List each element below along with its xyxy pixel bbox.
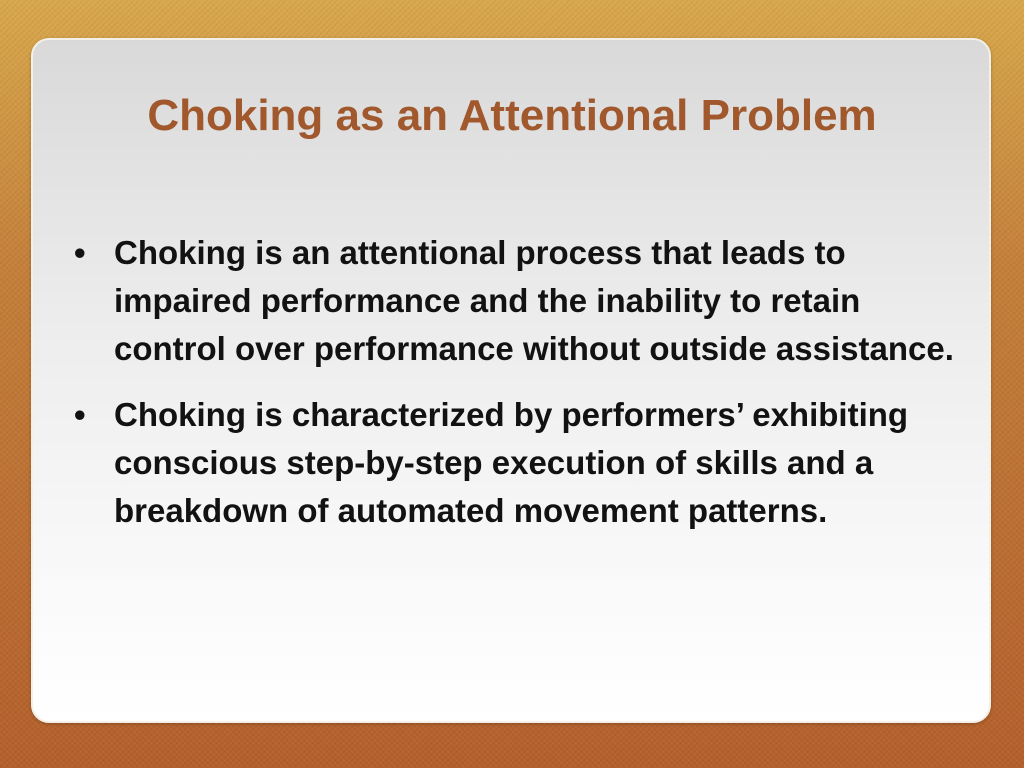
bullet-text: Choking is characterized by performers’ exhibiting conscious step-by-step execution of skills and a breakdown of automated movement patterns. [114,396,909,529]
bullet-marker: • [74,396,86,433]
bullet-list [72,229,972,553]
bullet-item [72,229,972,373]
slide-title: Choking as an Attentional Problem [147,91,877,140]
bullet-text: Choking is an attentional process that leads to impaired performance and the inability to retain control over performance without outside assistance. [114,234,954,367]
bullet-item [72,391,972,535]
bullet-marker: • [74,234,86,271]
